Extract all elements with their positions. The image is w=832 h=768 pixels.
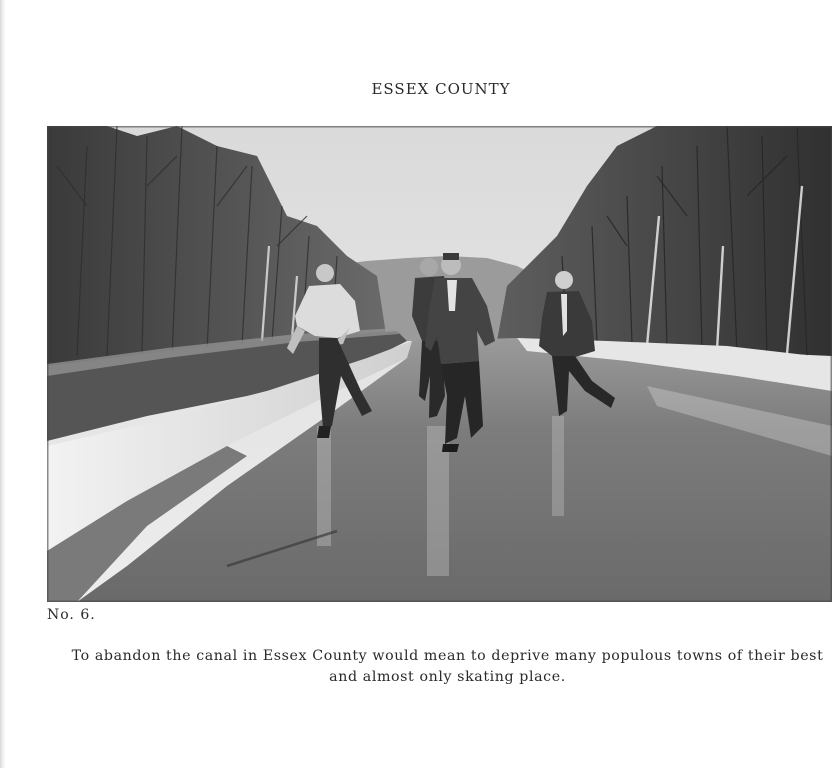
page-edge: [0, 0, 6, 768]
page-header: ESSEX COUNTY: [371, 80, 511, 98]
photo-caption: To abandon the canal in Essex County would mean to deprive many populous towns of their best and almost only skating place.: [71, 648, 824, 685]
skating-photograph: [47, 126, 832, 602]
plate-number: No. 6.: [47, 607, 96, 623]
